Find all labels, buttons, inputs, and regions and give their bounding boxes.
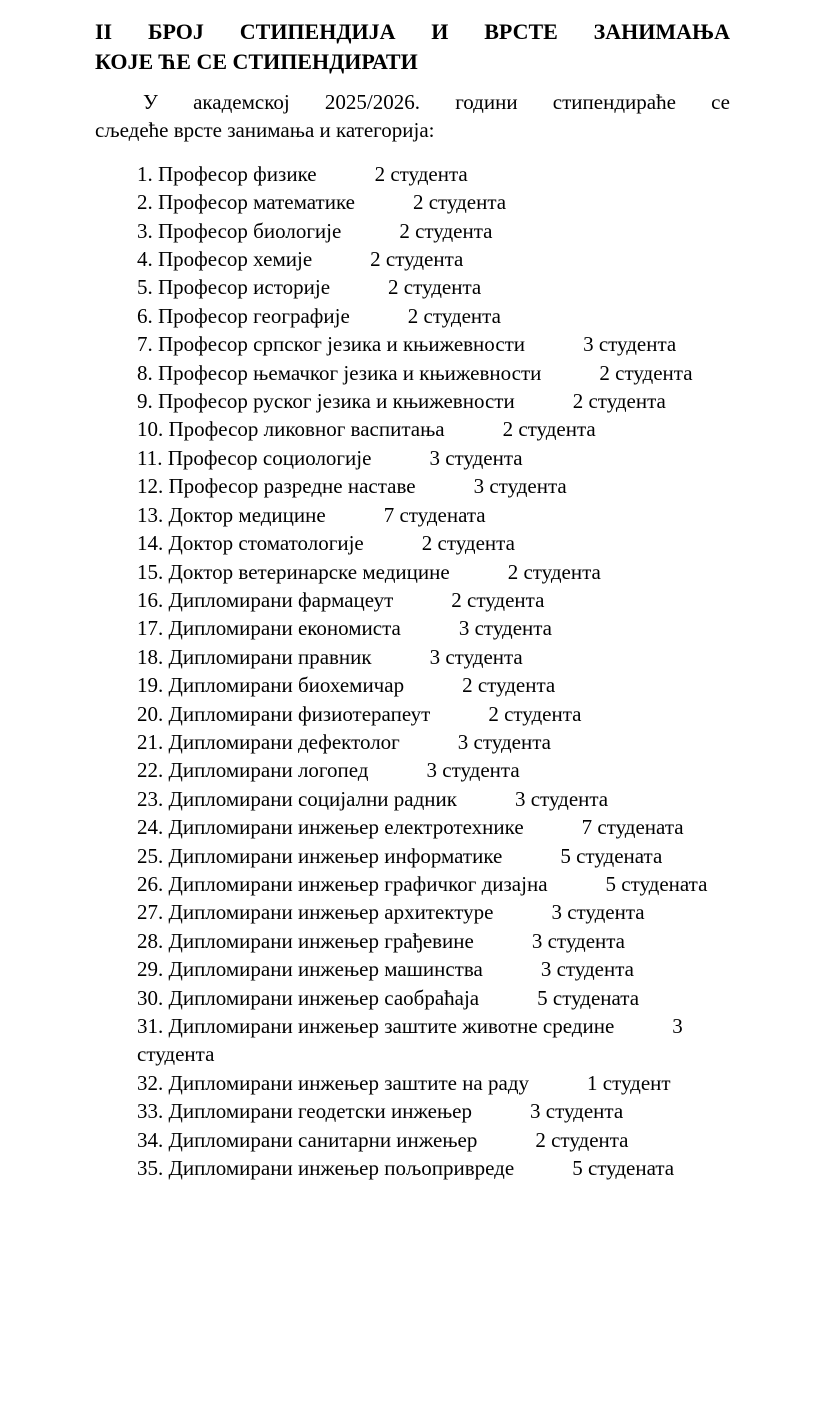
item-occupation: Професор географије	[158, 303, 350, 328]
section-heading-line2: КОЈЕ ЋЕ СЕ СТИПЕНДИРАТИ	[95, 49, 418, 74]
scholarship-list-item	[137, 472, 730, 500]
item-quota: 3 студента	[514, 786, 609, 811]
tab-gap	[445, 435, 503, 436]
item-occupation: Дипломирани инжењер графичког дизајна	[168, 871, 548, 896]
scholarship-list-item	[137, 898, 730, 926]
item-quota: 2 студента	[407, 303, 501, 328]
tab-gap	[502, 862, 560, 863]
item-occupation: Дипломирани социјални радник	[168, 786, 457, 811]
item-occupation: Професор биологије	[158, 218, 342, 243]
item-quota: 3 студента	[473, 474, 567, 499]
tab-gap	[416, 492, 474, 493]
item-number: 15.	[137, 559, 164, 584]
item-number: 32.	[137, 1070, 164, 1095]
tab-gap	[457, 805, 515, 806]
item-number: 26.	[137, 871, 164, 896]
item-occupation: Дипломирани инжењер грађевине	[168, 928, 474, 953]
scholarship-list-item	[137, 415, 730, 443]
item-quota: 3 студента	[458, 616, 553, 641]
scholarship-list-item	[137, 700, 730, 728]
item-number: 33.	[137, 1099, 164, 1124]
item-quota: 5 студената	[560, 843, 663, 868]
item-number: 4.	[137, 247, 153, 272]
item-occupation: Дипломирани санитарни инжењер	[168, 1127, 478, 1152]
tab-gap	[350, 322, 408, 323]
item-occupation: Дипломирани инжењер машинства	[168, 957, 483, 982]
item-occupation: Доктор медицине	[168, 502, 326, 527]
item-occupation: Професор ликовног васпитања	[168, 417, 445, 442]
item-occupation: Професор хемије	[158, 247, 313, 272]
item-quota: 3 студента	[583, 332, 677, 357]
item-quota: 3 студента	[457, 729, 551, 754]
item-quota: 3 студента	[137, 1014, 683, 1067]
item-quota: 3 студента	[429, 445, 523, 470]
item-occupation: Дипломирани инжењер електротехнике	[168, 815, 524, 840]
tab-gap	[472, 1117, 530, 1118]
item-quota: 2 студента	[572, 389, 666, 414]
item-quota: 2 студента	[535, 1127, 629, 1152]
item-occupation: Дипломирани инжењер заштите на раду	[168, 1070, 530, 1095]
intro-line2: сљедеће врсте занимања и категорија:	[95, 118, 435, 143]
scholarship-list-item	[137, 529, 730, 557]
item-occupation: Дипломирани логопед	[168, 758, 369, 783]
item-quota: 2 студента	[399, 218, 493, 243]
item-occupation: Доктор стоматологије	[168, 531, 364, 556]
item-number: 3.	[137, 218, 153, 243]
scholarship-list-item	[137, 188, 730, 216]
scholarship-list-item	[137, 558, 730, 586]
item-quota: 2 студента	[451, 587, 545, 612]
item-occupation: Дипломирани инжењер заштите животне средине	[168, 1014, 615, 1038]
item-number: 9.	[137, 389, 153, 414]
item-number: 22.	[137, 758, 164, 783]
item-quota: 7 студената	[581, 815, 684, 840]
item-number: 29.	[137, 957, 164, 982]
scholarship-list-item	[137, 984, 730, 1012]
item-occupation: Професор руског језика и књижевности	[158, 389, 515, 414]
scholarship-list	[137, 160, 730, 1183]
tab-gap	[450, 578, 508, 579]
tab-gap	[483, 975, 541, 976]
scholarship-list-item	[137, 671, 730, 699]
scholarship-list-item	[137, 444, 730, 472]
item-quota: 3 студента	[426, 758, 520, 783]
tab-gap	[364, 549, 422, 550]
item-occupation: Професор математике	[158, 190, 355, 215]
scholarship-list-item	[137, 330, 730, 358]
tab-gap	[474, 947, 532, 948]
item-quota: 3 студента	[551, 900, 645, 925]
scholarship-list-item	[137, 1126, 730, 1154]
scholarship-list-item	[137, 614, 730, 642]
tab-gap	[524, 833, 582, 834]
item-occupation: Професор разредне наставе	[168, 474, 416, 499]
item-quota: 2 студента	[488, 701, 582, 726]
item-occupation: Дипломирани правник	[168, 644, 372, 669]
item-occupation: Дипломирани биохемичар	[168, 673, 405, 698]
item-number: 31.	[137, 1014, 164, 1038]
item-quota: 2 студента	[502, 417, 596, 442]
item-number: 16.	[137, 587, 164, 612]
item-quota: 3 студента	[531, 928, 626, 953]
item-quota: 3 студента	[540, 957, 634, 982]
item-quota: 7 студената	[383, 502, 486, 527]
tab-gap	[529, 1089, 587, 1090]
item-occupation: Дипломирани геодетски инжењер	[168, 1099, 472, 1124]
item-quota: 3 студента	[530, 1099, 624, 1124]
item-number: 6.	[137, 303, 153, 328]
tab-gap	[479, 1004, 537, 1005]
scholarship-list-item	[137, 217, 730, 245]
item-number: 20.	[137, 701, 164, 726]
tab-gap	[326, 521, 384, 522]
item-number: 21.	[137, 729, 164, 754]
item-number: 23.	[137, 786, 164, 811]
tab-gap	[541, 379, 599, 380]
item-quota: 2 студента	[374, 161, 468, 186]
item-quota: 2 студента	[462, 673, 556, 698]
item-number: 12.	[137, 474, 164, 499]
scholarship-list-item	[137, 1154, 730, 1182]
scholarship-list-item	[137, 302, 730, 330]
item-number: 10.	[137, 417, 164, 442]
tab-gap	[369, 776, 427, 777]
tab-gap	[548, 890, 606, 891]
item-occupation: Дипломирани економиста	[168, 616, 401, 641]
item-occupation: Дипломирани инжењер архитектуре	[168, 900, 494, 925]
item-quota: 2 студента	[388, 275, 482, 300]
scholarship-list-item	[137, 1069, 730, 1097]
item-quota: 2 студента	[599, 360, 693, 385]
item-quota: 1 студент	[587, 1070, 671, 1095]
tab-gap	[312, 265, 370, 266]
item-number: 14.	[137, 531, 164, 556]
item-quota: 5 студената	[537, 985, 640, 1010]
item-number: 11.	[137, 445, 163, 470]
scholarship-list-item	[137, 927, 730, 955]
tab-gap	[515, 407, 573, 408]
tab-gap	[477, 1146, 535, 1147]
tab-gap	[400, 748, 458, 749]
tab-gap	[404, 691, 462, 692]
tab-gap	[525, 350, 583, 351]
item-number: 25.	[137, 843, 164, 868]
item-quota: 2 студента	[507, 559, 601, 584]
tab-gap	[372, 663, 430, 664]
scholarship-list-item	[137, 955, 730, 983]
item-number: 18.	[137, 644, 164, 669]
tab-gap	[614, 1032, 672, 1033]
item-occupation: Дипломирани инжењер пољопривреде	[168, 1156, 515, 1181]
item-quota: 2 студента	[412, 190, 507, 215]
item-occupation: Дипломирани инжењер саобраћаја	[168, 985, 480, 1010]
item-occupation: Дипломирани фармацеут	[168, 587, 394, 612]
scholarship-list-item	[137, 501, 730, 529]
item-quota: 3 студента	[429, 644, 523, 669]
tab-gap	[514, 1174, 572, 1175]
tab-gap	[493, 918, 551, 919]
tab-gap	[317, 180, 375, 181]
section-heading	[95, 17, 730, 77]
scholarship-list-item	[137, 756, 730, 784]
item-occupation: Професор српског језика и књижевности	[158, 332, 526, 357]
section-heading-line1: II БРОЈ СТИПЕНДИЈА И ВРСТЕ ЗАНИМАЊА	[95, 19, 730, 44]
item-occupation: Професор њемачког језика и књижевности	[158, 360, 542, 385]
item-occupation: Дипломирани дефектолог	[168, 729, 400, 754]
tab-gap	[393, 606, 451, 607]
scholarship-list-item	[137, 273, 730, 301]
tab-gap	[371, 464, 429, 465]
scholarship-list-item	[137, 160, 730, 188]
scholarship-list-item	[137, 813, 730, 841]
item-quota: 5 студената	[605, 871, 708, 896]
intro-line1: У академској 2025/2026. години стипендираће се	[143, 90, 730, 114]
scholarship-list-item	[137, 728, 730, 756]
item-number: 2.	[137, 190, 153, 215]
item-number: 19.	[137, 673, 164, 698]
item-number: 8.	[137, 360, 153, 385]
scholarship-list-item	[137, 586, 730, 614]
item-quota: 2 студента	[421, 531, 515, 556]
item-number: 30.	[137, 985, 164, 1010]
item-number: 17.	[137, 616, 164, 641]
scholarship-list-item	[137, 1097, 730, 1125]
tab-gap	[355, 208, 413, 209]
item-number: 1.	[137, 161, 153, 186]
item-occupation: Дипломирани физиотерапеут	[168, 701, 431, 726]
item-number: 7.	[137, 332, 153, 357]
scholarship-list-item	[137, 643, 730, 671]
tab-gap	[401, 634, 459, 635]
item-number: 5.	[137, 275, 153, 300]
item-occupation: Професор социологије	[167, 445, 372, 470]
item-quota: 5 студената	[572, 1156, 675, 1181]
item-occupation: Дипломирани инжењер информатике	[168, 843, 503, 868]
scholarship-list-item	[137, 785, 730, 813]
item-number: 28.	[137, 928, 164, 953]
item-quota: 2 студента	[370, 247, 464, 272]
item-occupation: Професор физике	[158, 161, 317, 186]
item-number: 35.	[137, 1156, 164, 1181]
scholarship-list-item	[137, 870, 730, 898]
scholarship-list-item	[137, 842, 730, 870]
item-number: 34.	[137, 1127, 164, 1152]
intro-paragraph	[95, 88, 730, 145]
item-occupation: Професор историје	[158, 275, 331, 300]
scholarship-list-item	[137, 1012, 730, 1069]
item-number: 13.	[137, 502, 164, 527]
scholarship-list-item	[137, 245, 730, 273]
item-occupation: Доктор ветеринарске медицине	[168, 559, 450, 584]
item-number: 27.	[137, 900, 164, 925]
tab-gap	[341, 237, 399, 238]
scholarship-list-item	[137, 387, 730, 415]
item-number: 24.	[137, 815, 164, 840]
tab-gap	[330, 293, 388, 294]
tab-gap	[430, 720, 488, 721]
scholarship-list-item	[137, 359, 730, 387]
